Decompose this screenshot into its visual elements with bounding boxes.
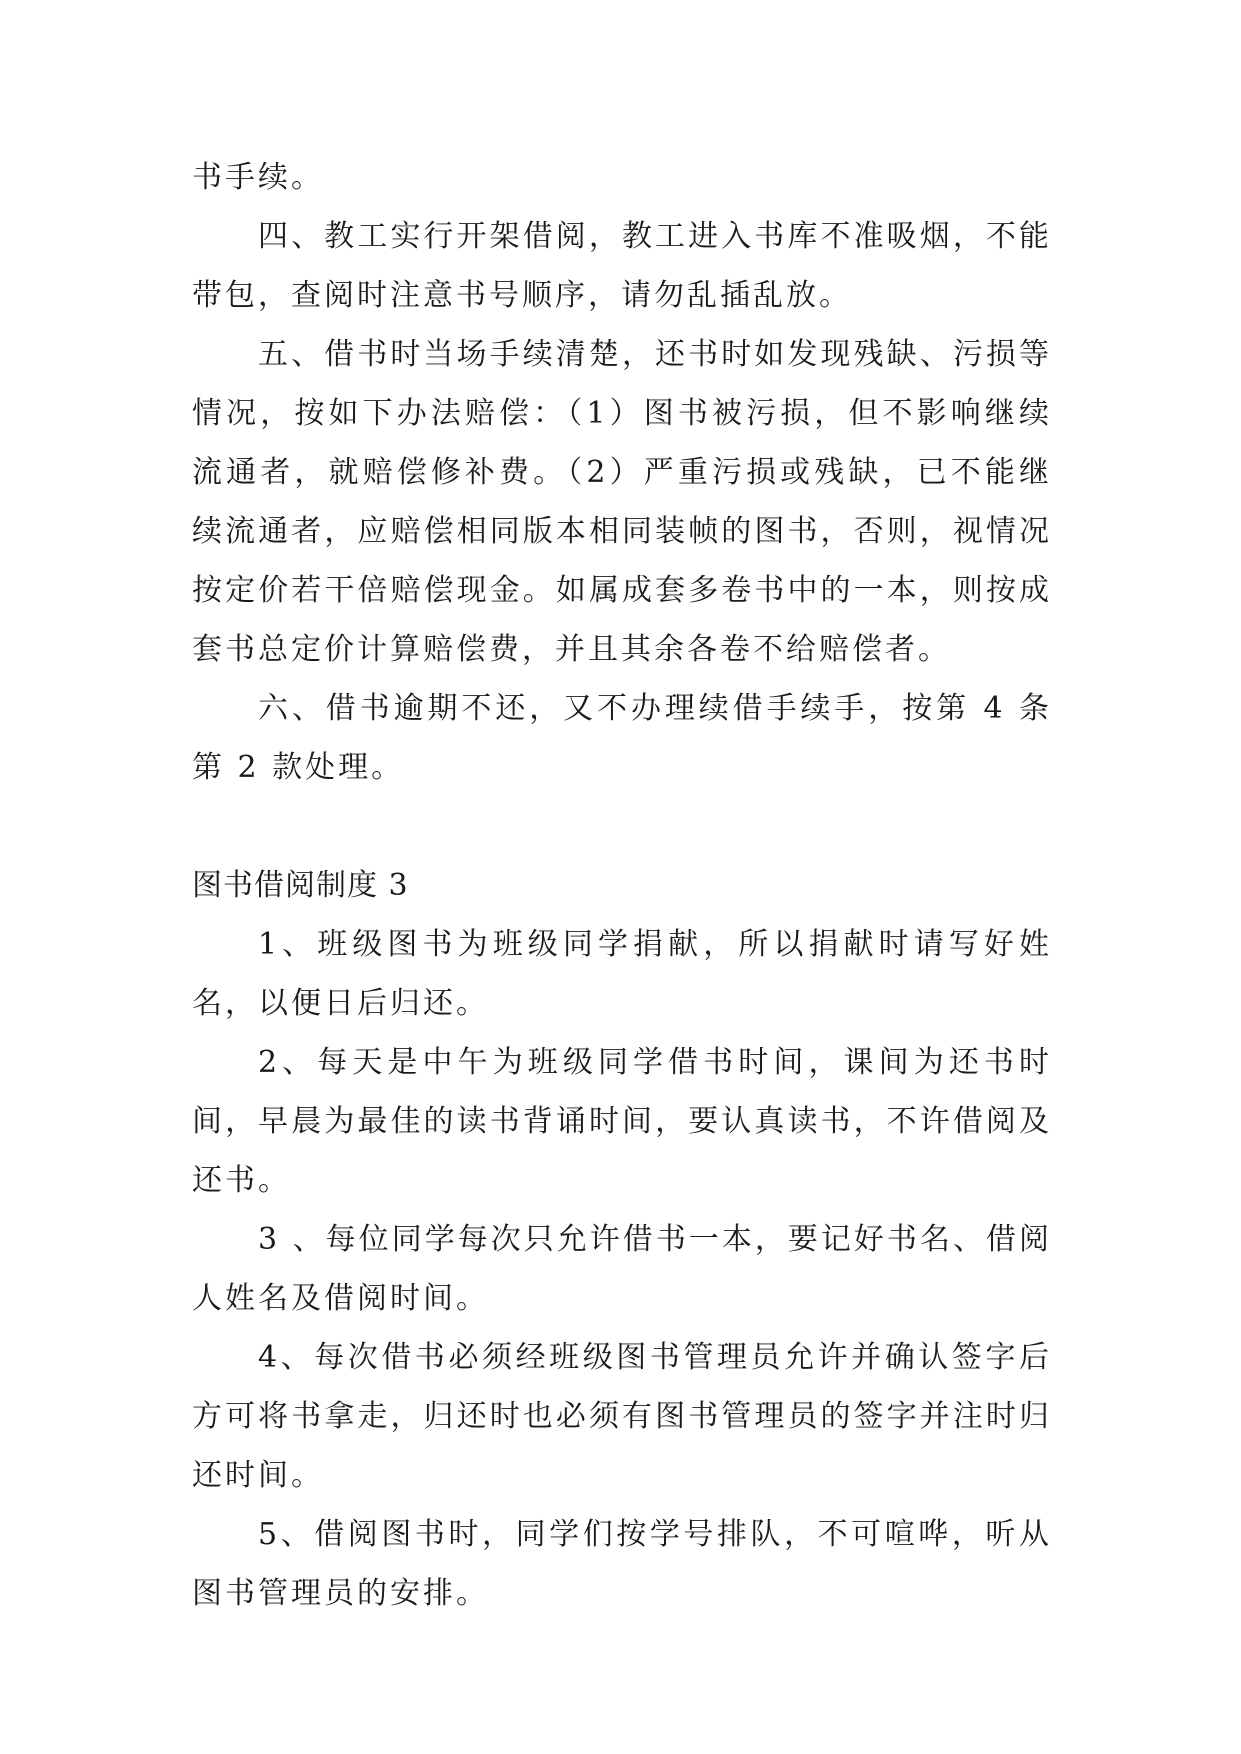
policy-item-5: 5、借阅图书时，同学们按学号排队，不可喧哗，听从图书管理员的安排。	[192, 1517, 1052, 1611]
rule-paragraph-6: 六、借书逾期不还，又不办理续借手续手，按第 4 条第 2 款处理。	[192, 691, 1052, 785]
rule-paragraph-4: 四、教工实行开架借阅，教工进入书库不准吸烟，不能带包，查阅时注意书号顺序，请勿乱插乱放。	[192, 219, 1052, 313]
policy-item-2: 2、每天是中午为班级同学借书时间，课间为还书时间，早晨为最佳的读书背诵时间，要认真读书，不许借阅及还书。	[192, 1045, 1052, 1198]
section-heading: 图书借阅制度 3	[192, 868, 409, 903]
policy-item-4: 4、每次借书必须经班级图书管理员允许并确认签字后方可将书拿走，归还时也必须有图书管理员的签字并注时归还时间。	[192, 1340, 1052, 1493]
section-spacer	[192, 797, 1052, 856]
document-body	[192, 148, 1052, 1623]
policy-item-1: 1、班级图书为班级同学捐献，所以捐献时请写好姓名，以便日后归还。	[192, 927, 1052, 1021]
continuation-text: 书手续。	[192, 160, 324, 195]
rule-paragraph-5: 五、借书时当场手续清楚，还书时如发现残缺、污损等情况，按如下办法赔偿：（1）图书被污损，但不影响继续流通者，就赔偿修补费。（2）严重污损或残缺，已不能继续流通者，应赔偿相同版本相同装帧的图书，否则，视情况按定价若干倍赔偿现金。如属成套多卷书中的一本，则按成套书总定价计算赔偿费，并且其余各卷不给赔偿者。	[192, 337, 1052, 667]
policy-item-3: 3 、每位同学每次只允许借书一本，要记好书名、借阅人姓名及借阅时间。	[192, 1222, 1052, 1316]
